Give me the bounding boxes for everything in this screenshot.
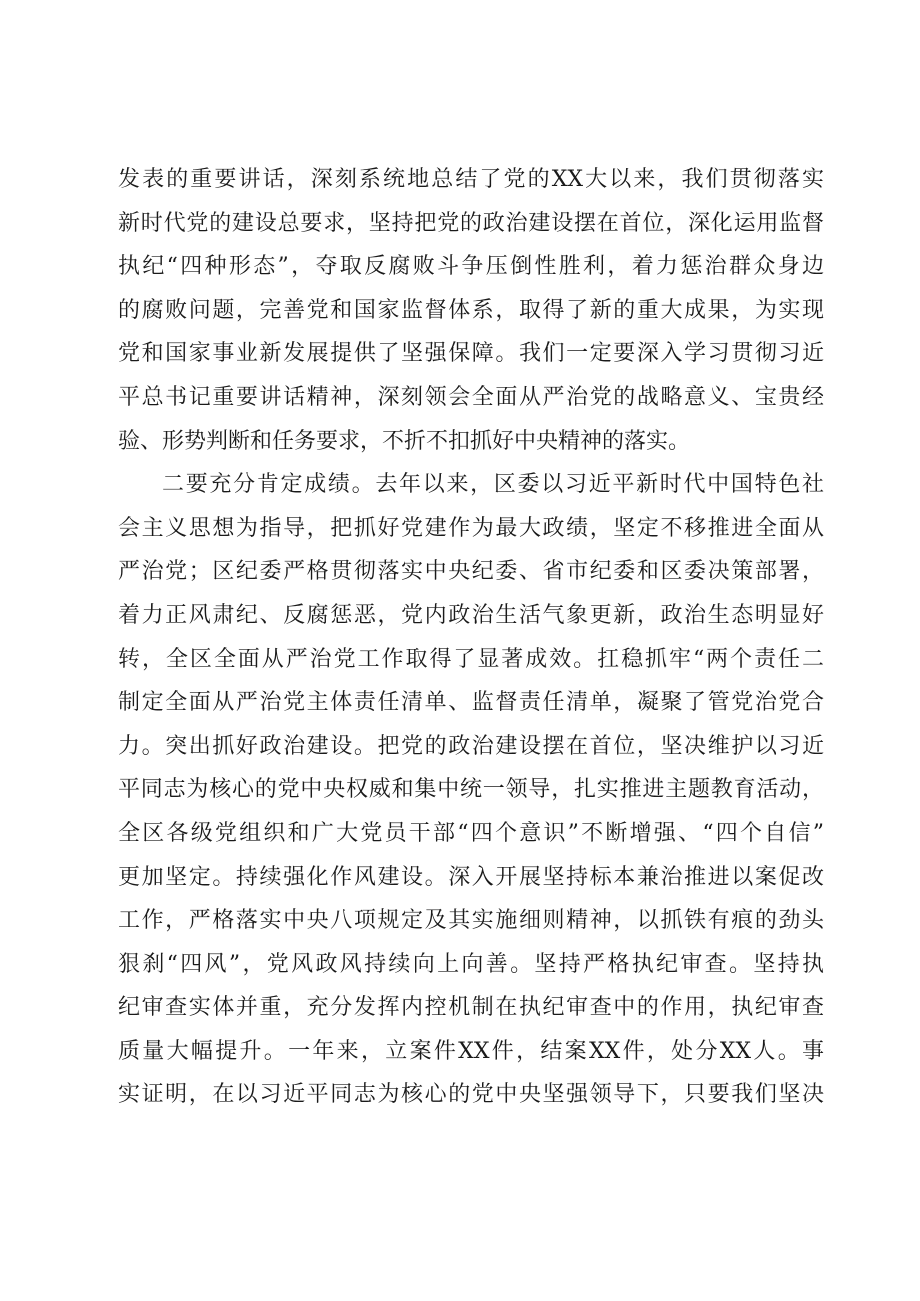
text-line: 转，全区全面从严治党工作取得了显著成效。扛稳抓牢“两个责任二 <box>118 646 824 672</box>
text-line: 验、形势判断和任务要求，不折不扣抓好中央精神的落实。 <box>118 428 691 454</box>
text-line: 的腐败问题，完善党和国家监督体系，取得了新的重大成果，为实现 <box>118 297 824 323</box>
text-line: 二要充分肯定成绩。去年以来，区委以习近平新时代中国特色社 <box>162 472 824 498</box>
text-line: 会主义思想为指导，把抓好党建作为最大政绩，坚定不移推进全面从 <box>118 515 824 541</box>
text-line: 纪审查实体并重，充分发挥内控机制在执纪审查中的作用，执纪审查 <box>118 995 824 1021</box>
text-line: 严治党；区纪委严格贯彻落实中央纪委、省市纪委和区委决策部署， <box>118 559 824 585</box>
text-line: 实证明，在以习近平同志为核心的党中央坚强领导下，只要我们坚决 <box>118 1082 824 1108</box>
text-line: 质量大幅提升。一年来，立案件XX件，结案XX件，处分XX人。事 <box>118 1038 824 1064</box>
text-line: 发表的重要讲话，深刻系统地总结了党的XX大以来，我们贯彻落实 <box>118 167 824 192</box>
text-line: 全区各级党组织和广大党员干部“四个意识”不断增强、“四个自信” <box>118 820 824 846</box>
text-line: 力。突出抓好政治建设。把党的政治建设摆在首位，坚决维护以习近 <box>118 733 824 759</box>
text-line: 执纪“四种形态”，夺取反腐败斗争压倒性胜利，着力惩治群众身边 <box>118 254 824 280</box>
document-body <box>118 158 824 1117</box>
text-line: 工作，严格落实中央八项规定及其实施细则精神，以抓铁有痕的劲头 <box>118 908 824 934</box>
text-line: 平同志为核心的党中央权威和集中统一领导，扎实推进主题教育活动， <box>118 777 824 803</box>
paragraph-1 <box>118 158 824 463</box>
text-line: 更加坚定。持续强化作风建设。深入开展坚持标本兼治推进以案促改 <box>118 864 824 890</box>
text-line: 新时代党的建设总要求，坚持把党的政治建设摆在首位，深化运用监督 <box>118 210 824 236</box>
text-line: 制定全面从严治党主体责任清单、监督责任清单，凝聚了管党治党合 <box>118 690 824 716</box>
text-line: 党和国家事业新发展提供了坚强保障。我们一定要深入学习贯彻习近 <box>118 341 824 367</box>
text-line: 平总书记重要讲话精神，深刻领会全面从严治党的战略意义、宝贵经 <box>118 384 824 410</box>
paragraph-2 <box>118 463 824 1117</box>
text-line: 着力正风肃纪、反腐惩恶，党内政治生活气象更新，政治生态明显好 <box>118 602 824 628</box>
text-line: 狠刹“四风”，党风政风持续向上向善。坚持严格执纪审查。坚持执 <box>118 951 824 977</box>
